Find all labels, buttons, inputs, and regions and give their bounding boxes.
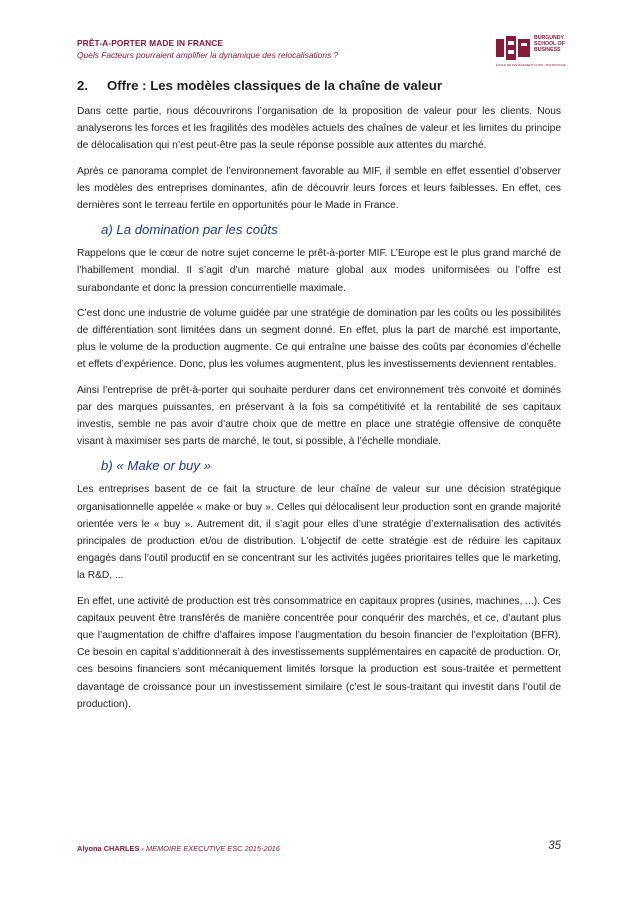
paragraph: En effet, une activité de production est très consommatrice en capitaux propres (usines, machines, ...). Ces capitaux peuvent être transférés de manière concentrée pour conquérir des marchés, et ce, d’autant plus que l’augmentation de chiffre d’affaires impose l’augmentation du besoin financier de l’exploitation (BFR). Ce besoin en capital s’additionnerait à des investissements supplémentaires en capacité de production. Or, ces besoins financiers sont mécaniquement limités lorsque la production est sous-traitée et permettent davantage de croissance pour un investissement similaire (c’est le sous-traitant qui investit dans l’outil de production). [77, 595, 561, 710]
section-title: Offre : Les modèles classiques de la chaîne de valeur [107, 78, 442, 93]
subsection-b-title: b) « Make or buy » [101, 458, 211, 474]
subsection-a-title: a) La domination par les coûts [101, 222, 278, 238]
section-heading [77, 78, 561, 93]
paragraph: C’est donc une industrie de volume guidée par une stratégie de domination par les coûts ou les possibilités de différentiation sont limitées dans un segment donné. En effet, plus la part de marché est importante, plus le volume de la production augmente. Ce qui entraîne une baisse des coûts par économies d’échelle et effets d’expérience. Donc, plus les volumes augmentent, plus les investissements deviennent rentables. [77, 307, 561, 371]
bsb-logo-icon [496, 36, 532, 60]
logo-line-3: BUSINESS [534, 47, 561, 53]
footer-author: Alyona CHARLES [77, 844, 140, 853]
header-title: PRÊT-A-PORTER MADE IN FRANCE [77, 38, 224, 48]
footer-separator: - [139, 844, 146, 853]
footer-left [77, 844, 280, 853]
logo-line-2: SCHOOL OF [534, 41, 565, 47]
page-header [77, 38, 561, 60]
paragraph: Ainsi l’entreprise de prêt-à-porter qui souhaite perdurer dans cet environnement très convoité et dominés par des marques puissantes, en préservant à la fois sa compétitivité et la rentabilité de ses capitaux investis, semble ne pas avoir d’autre choix que de mettre en place une stratégie offensive de conquête visant à maximiser ses parts de marché, le tout, si possible, à l’échelle mondiale. [77, 384, 561, 448]
logo-line-1: BURGUNDY [534, 35, 564, 41]
paragraph: Après ce panorama complet de l’environnement favorable au MIF, il semble en effet essentiel d’observer les modèles des entreprises dominantes, afin de découvrir leurs forces et leurs faiblesses. En effet, ces dernières sont le terreau fertile en opportunités pour le Made in France. [77, 165, 561, 212]
burgundy-school-logo [496, 35, 566, 71]
page-content [77, 78, 561, 721]
paragraph: Dans cette partie, nous découvrirons l’organisation de la proposition de valeur pour les clients. Nous analyserons les forces et les fragilités des modèles actuels des chaînes de valeur et les limites du principe de délocalisation qui n’est peut-être pas la seule réponse possible aux attentes du marché. [77, 106, 561, 152]
paragraph: Rappelons que le cœur de notre sujet concerne le prêt-à-porter MIF. L’Europe est le plus grand marché de l’habillement mondial. Il s’agit d’un marché mature global aux modes uniformisées ou l’offre est surabondante et donc la pression concurrentielle maximale. [77, 248, 561, 294]
logo-tagline: ÉCOLE DE MANAGEMENT DIJON - BOURGOGNE [496, 63, 566, 67]
section-number: 2. [77, 78, 88, 93]
paragraph: Les entreprises basent de ce fait la structure de leur chaîne de valeur sur une décision stratégique organisationnelle appelée « make or buy ». Celles qui délocalisent leur production sont en grande majorité orientée vers le « buy ». Autrement dit, il s’agit pour elles d’une stratégie d’externalisation des activités principales de production et/ou de distribution. L’objectif de cette stratégie est de réduire les capitaux engagés dans l’outil productif en se concentrant sur les activités jugées prioritaires telles que le marketing, la R&D, ... [77, 484, 561, 582]
logo-text [534, 35, 568, 53]
header-subtitle: Quels Facteurs pourraient amplifier la dynamique des relocalisations ? [77, 50, 339, 60]
footer-memo: MEMOIRE EXECUTIVE ESC 2015-2016 [146, 844, 280, 853]
page-number: 35 [548, 840, 561, 852]
page-footer [77, 840, 561, 856]
